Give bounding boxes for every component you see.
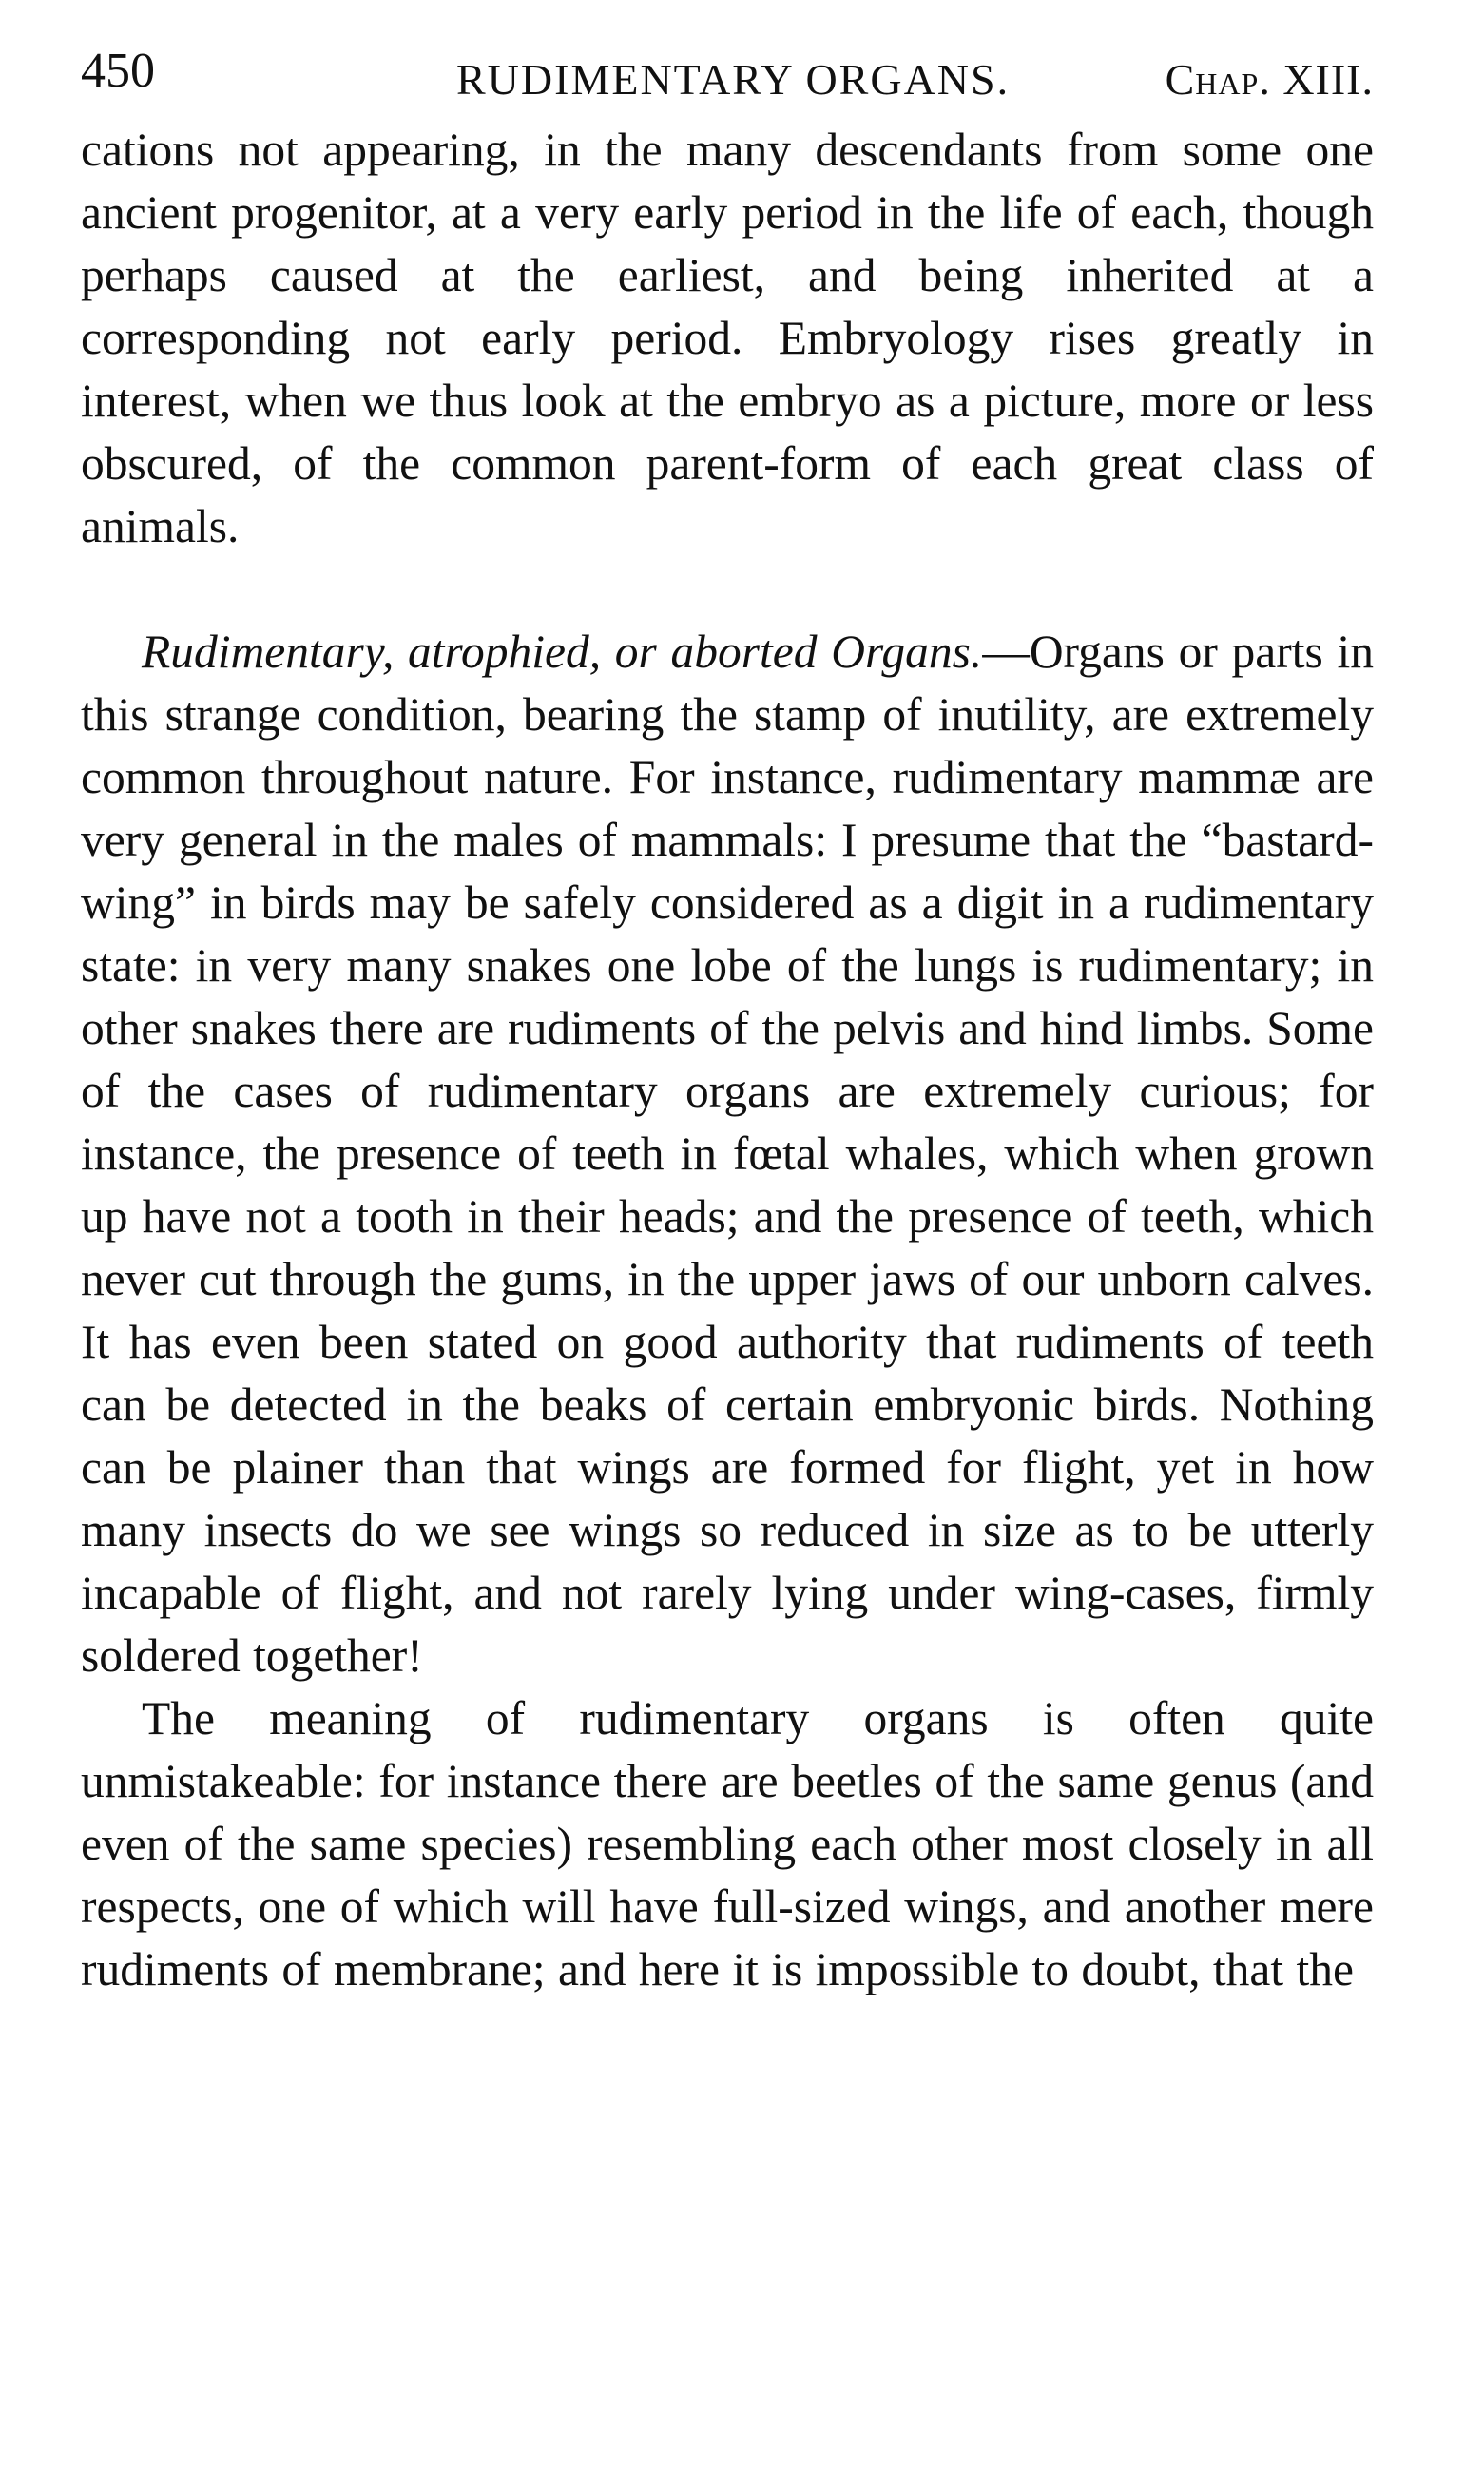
paragraph-rudimentary-organs (81, 621, 1374, 1687)
running-head (81, 43, 1374, 119)
paragraph-rudimentary-organs-text: —Organs or parts in this strange condition, bearing the stamp of inutility, are extremely common throughout nature. For instance, rudimentary mammæ are very general in the males of mammals: I presume that the “bastard-wing” in birds may be safely considered as a digit in a rudimentary state: in very many snakes one lobe of the lungs is rudimentary; in other snakes there are rudiments of the pelvis and hind limbs. Some of the cases of rudimentary organs are extremely curious; for instance, the presence of teeth in fœtal whales, which when grown up have not a tooth in their heads; and the presence of teeth, which never cut through the gums, in the upper jaws of our unborn calves. It has even been stated on good authority that rudiments of teeth can be detected in the beaks of certain embryonic birds. Nothing can be plainer than that wings are formed for flight, yet in how many insects do we see wings so reduced in size as to be utterly incapable of flight, and not rarely lying under wing-cases, firmly soldered together! (81, 626, 1374, 1682)
page-number: 450 (81, 44, 155, 98)
section-heading: Rudimentary, atrophied, or aborted Organs. (142, 626, 983, 678)
page-body (81, 119, 1374, 2001)
paragraph-embryology: cations not appearing, in the many descendants from some one ancient progenitor, at a very early period in the life of each, though perhaps caused at the earliest, and being inherited at a corresponding not early period. Embryology rises greatly in interest, when we thus look at the embryo as a picture, more or less obscured, of the common parent-form of each great class of animals. (81, 124, 1374, 552)
chapter-label: Chap. XIII. (1165, 55, 1374, 104)
book-page (81, 43, 1374, 2001)
paragraph-meaning: The meaning of rudimentary organs is often quite unmistakeable: for instance there are beetles of the same genus (and even of the same species) resembling each other most closely in all respects, one of which will have full-sized wings, and another mere rudiments of membrane; and here it is impossible to doubt, that the (81, 1692, 1374, 1995)
running-title: RUDIMENTARY ORGANS. (456, 55, 1011, 104)
